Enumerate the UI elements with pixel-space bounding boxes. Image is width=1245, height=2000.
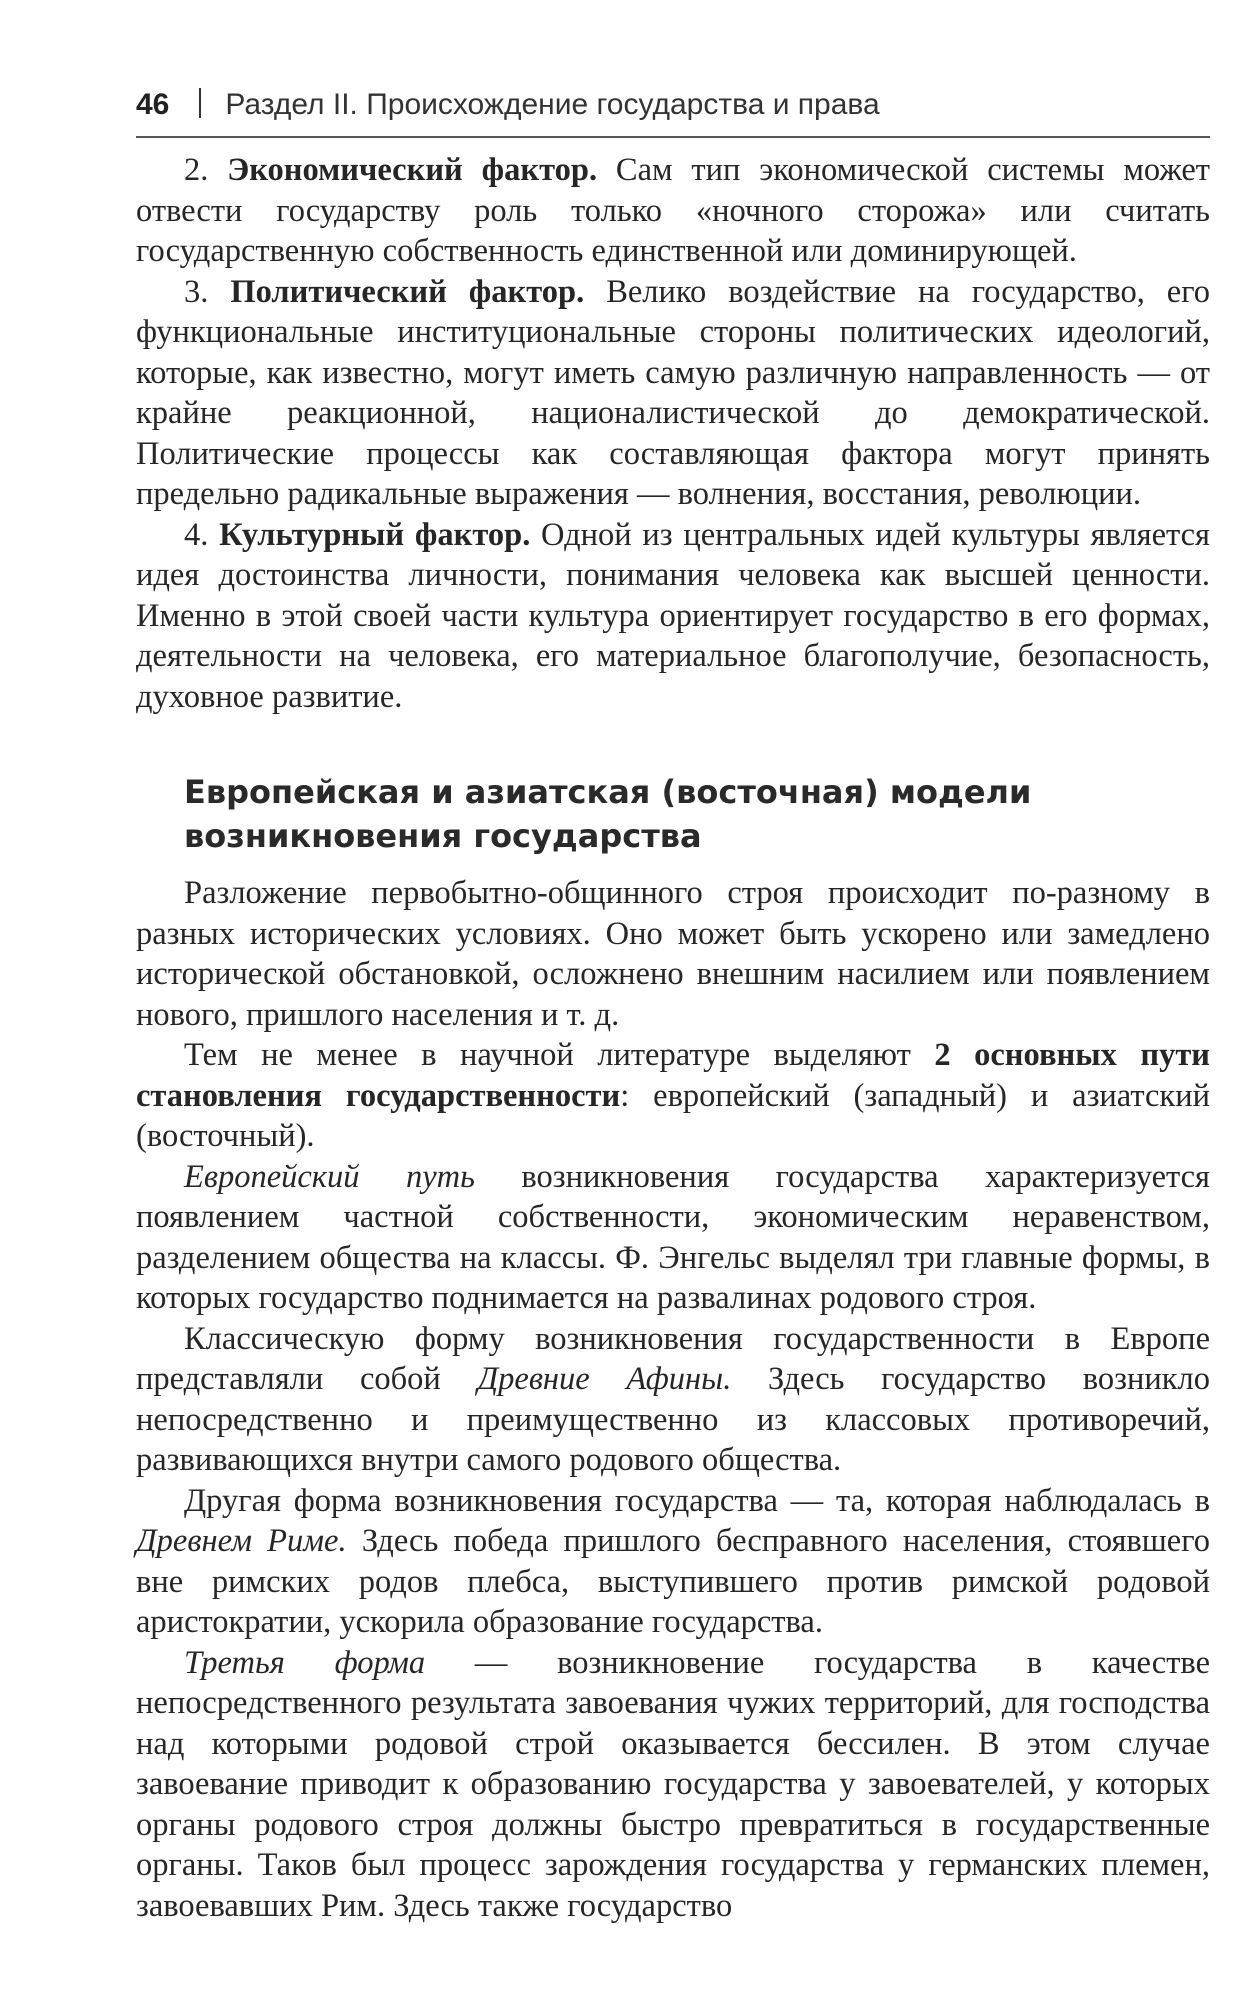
factor-title: Экономический фактор. xyxy=(227,152,598,188)
european-path-term: Европейский путь xyxy=(184,1158,475,1195)
header-separator xyxy=(199,88,201,118)
rome-intro: Другая форма возникновения государства — та, которая наблюдалась в xyxy=(184,1482,1210,1519)
european-path-text: возникновения государства характеризуется появлением частной собственности, экономическим неравенством, разделением общества на классы. Ф. Энгельс выделял три главные формы, в которых государство поднимается на развалинах родового строя. xyxy=(136,1158,1210,1316)
factor-text: Сам тип экономической системы может отвести государству роль только «ночного сторожа» или считать государственную собственность единственной или доминирующей. xyxy=(136,152,1210,269)
factor-text: Одной из центральных идей культуры является идея достоинства личности, понимания человека как высшей ценности. Именно в этой своей части культура ориентирует государство в его формах, деятельности на человека, его материальное благополучие, безопасность, духовное развитие. xyxy=(136,516,1211,715)
paragraph-athens xyxy=(136,1319,1210,1481)
factor-number: 2. xyxy=(184,152,209,188)
factor-item-economic xyxy=(136,150,1210,272)
factor-number: 3. xyxy=(184,273,209,310)
page-number: 46 xyxy=(136,88,170,121)
paragraph-decomposition: Разложение первобытно-общинного строя происходит по-разному в разных исторических условиях. Оно может быть ускорено или замедлено исторической обстановкой, осложнено внешним насилием или появлением нового, пришлого населения и т. д. xyxy=(136,875,1210,1033)
athens-intro: Классическую форму возникновения государственности в Европе представляли собой xyxy=(136,1320,1210,1397)
rome-text: Здесь победа пришлого бесправного населения, стоявшего вне римских родов плебса, выступившего против римской родовой аристократии, ускорила образование государства. xyxy=(136,1523,1210,1640)
factor-title: Политический фактор. xyxy=(230,273,585,310)
factor-number: 4. xyxy=(184,516,209,553)
third-form-text: — возникновение государства в качестве непосредственного результата завоевания чужих территорий, для господства над которыми родовой строй оказывается бессилен. В этом случае завоевание приводит к образованию государства у завоевателей, у которых органы родового строя должны быстро превратиться в государственные органы. Таков был процесс зарождения государства у германских племен, завоевавших Рим. Здесь также государство xyxy=(136,1644,1210,1924)
section-heading xyxy=(184,770,1204,858)
header-rule xyxy=(136,136,1210,138)
two-paths-emphasis: 2 основных пути становления государственности xyxy=(136,1037,1211,1114)
factor-title: Культурный фактор. xyxy=(219,516,531,553)
paragraph-two-paths xyxy=(136,1035,1210,1157)
factors-list xyxy=(136,150,1210,717)
two-paths-rest: : европейский (западный) и азиатский (восточный). xyxy=(136,1077,1210,1154)
paragraph-third-form xyxy=(136,1643,1210,1927)
factor-item-political xyxy=(136,272,1210,515)
section-heading-line-1: Европейская и азиатская (восточная) модели xyxy=(184,773,1032,811)
section-body xyxy=(136,873,1210,1926)
two-paths-intro: Тем не менее в научной литературе выделяют xyxy=(184,1037,911,1073)
running-header xyxy=(136,88,1210,132)
section-title: Раздел II. Происхождение государства и права xyxy=(225,88,880,121)
section-heading-line-2: возникновения государства xyxy=(184,817,702,855)
factor-text: Велико воздействие на государство, его функциональные институциональные стороны политических идеологий, которые, как известно, могут иметь самую различную направленность — от крайне реакционной, националистической до демократической. Политические процессы как составляющая фактора могут принять предельно радикальные выражения — волнения, восстания, революции. xyxy=(136,273,1210,512)
third-form-term: Третья форма xyxy=(184,1644,426,1681)
athens-text: Здесь государство возникло непосредственно и преимущественно из классовых противоречий, развивающихся внутри самого родового общества. xyxy=(136,1361,1210,1478)
athens-term: Древние Афины. xyxy=(477,1361,732,1397)
rome-term: Древнем Риме. xyxy=(136,1523,347,1559)
factor-item-cultural xyxy=(136,515,1210,718)
paragraph-rome xyxy=(136,1481,1210,1643)
paragraph-european-path xyxy=(136,1157,1210,1319)
